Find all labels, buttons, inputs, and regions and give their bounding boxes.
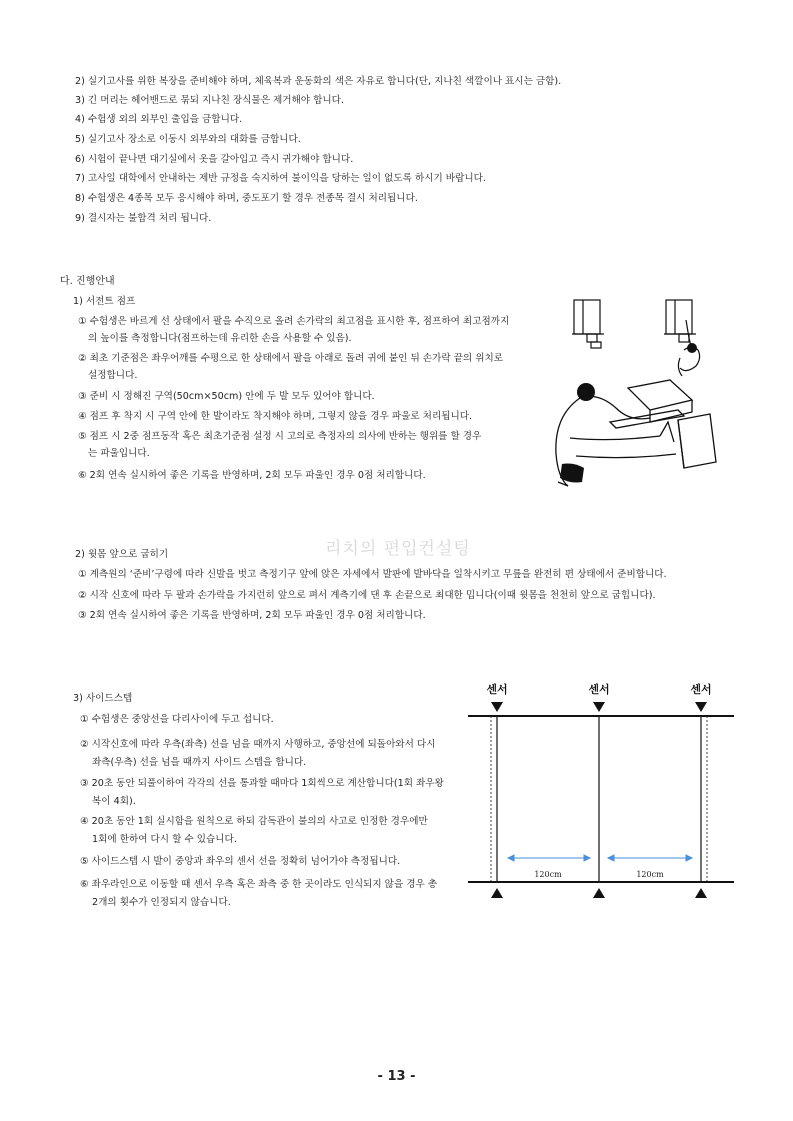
sidestep-item: ⑤ 사이드스텝 시 발이 중앙과 좌우의 센서 선을 정확히 넘어가야 측정됩니다. [80,856,401,867]
sidestep-item: 1회에 한하여 다시 할 수 있습니다. [92,834,237,845]
sargent-item: ② 최초 기준점은 좌우어깨를 수평으로 한 상태에서 팔을 아래로 돌려 귀에 붙인 뒤 손가락 끝의 위치로 [78,353,504,364]
sidestep-item: ① 수험생은 중앙선을 다리사이에 두고 섭니다. [80,714,274,725]
rule-line: 2) 실기고사를 위한 복장을 준비해야 하며, 체육복과 운동화의 색은 자유로 합니다(단, 지나친 색깔이나 표시는 금함). [75,76,562,87]
rule-line: 5) 실기고사 장소로 이동시 외부와의 대화를 금합니다. [75,134,301,145]
sargent-item: ③ 준비 시 정해진 구역(50cm×50cm) 안에 두 발 모두 있어야 합니다. [78,391,375,402]
page-number: - 13 - [377,1069,416,1084]
rule-line: 4) 수험생 외의 외부인 출입을 금합니다. [75,114,243,125]
sidestep-item: ④ 20초 동안 1회 실시함을 원칙으로 하되 감독관이 불의의 사고로 인정한 경우에만 [80,816,428,827]
sidestep-diagram [462,680,738,902]
sensor-label: 센서 [690,683,712,696]
sidestep-item: ② 시작신호에 따라 우측(좌측) 선을 넘을 때까지 사행하고, 중앙선에 되돌아와서 다시 [80,739,436,750]
sensor-arrow-down [695,702,707,712]
sidestep-item: ⑥ 좌우라인으로 이동할 때 센서 우측 혹은 좌측 중 한 곳이라도 인식되지 않을 경우 총 [80,879,438,890]
sidestep-item: 복이 4회). [92,796,136,807]
watermark: 리치의 편입컨설팅 [325,539,471,559]
sidestep-item: ③ 20초 동안 되풀이하여 각각의 선을 통과할 때마다 1회씩으로 계산합니다(1회 좌우왕 [80,778,444,789]
sargent-title: 1) 서전트 점프 [73,296,136,307]
rule-line: 3) 긴 머리는 헤어밴드로 묶되 지나친 장식물은 제거해야 합니다. [75,95,344,106]
sidestep-item: 2개의 횟수가 인정되지 않습니다. [92,897,231,908]
sargent-item: ⑤ 점프 시 2중 점프동작 혹은 최초기준점 설정 시 고의로 측정자의 의사에 반하는 행위를 할 경우 [78,431,482,442]
sensor-arrow-down [593,702,605,712]
sargent-item: 의 높이를 측정합니다(점프하는데 유리한 손을 사용할 수 있음). [88,333,352,344]
section-title: 다. 진행안내 [60,276,115,287]
sargent-item: ⑥ 2회 연속 실시하여 좋은 기록을 반영하며, 2회 모두 파울인 경우 0점 처리합니다. [78,470,426,481]
sit-and-reach-illustration [550,378,730,488]
sargent-item: 는 파울입니다. [88,448,150,459]
distance-label: 120cm [636,870,664,879]
sitreach-item: ③ 2회 연속 실시하여 좋은 기록을 반영하며, 2회 모두 파울인 경우 0점 처리합니다. [78,610,426,621]
rule-line: 9) 결시자는 불합격 처리 됩니다. [75,213,212,224]
sargent-item: ④ 점프 후 착지 시 구역 안에 한 발이라도 착지해야 하며, 그렇지 않을 경우 파울로 처리됩니다. [78,411,473,422]
sargent-item: ① 수험생은 바르게 선 상태에서 팔을 수직으로 올려 손가락의 최고점을 표시한 후, 점프하여 최고점까지 [78,316,510,327]
rule-line: 7) 고사일 대학에서 안내하는 제반 규정을 숙지하여 불이익을 당하는 일이 없도록 하시기 바랍니다. [75,173,486,184]
sidestep-item: 좌측(우측) 선을 넘을 때까지 사이드 스텝을 합니다. [92,757,307,768]
sensor-arrow-up [695,888,707,898]
sensor-arrow-up [491,888,503,898]
sensor-arrow-up [593,888,605,898]
sitreach-item: ② 시작 신호에 따라 두 팔과 손가락을 가지런히 앞으로 펴서 계측기에 댄 후 손끝으로 최대한 밉니다(이때 윗몸을 천천히 앞으로 굽힙니다). [78,590,656,601]
sargent-jump-illustration [570,298,720,380]
sargent-item: 설정합니다. [88,370,138,381]
sitreach-title: 2) 윗몸 앞으로 굽히기 [75,549,169,560]
sidestep-title: 3) 사이드스텝 [73,693,133,704]
sensor-arrow-down [491,702,503,712]
sitreach-item: ① 계측원의 ‘준비’구령에 따라 신발을 벗고 측정기구 앞에 앉은 자세에서 발판에 발바닥을 일착시키고 무릎을 완전히 편 상태에서 준비합니다. [78,569,667,580]
rule-line: 6) 시험이 끝나면 대기실에서 옷을 갈아입고 즉시 귀가해야 합니다. [75,154,354,165]
sensor-label: 센서 [486,683,508,696]
sensor-label: 센서 [588,683,610,696]
rule-line: 8) 수험생은 4종목 모두 응시해야 하며, 중도포기 할 경우 전종목 결시 처리됩니다. [75,193,418,204]
distance-label: 120cm [534,870,562,879]
